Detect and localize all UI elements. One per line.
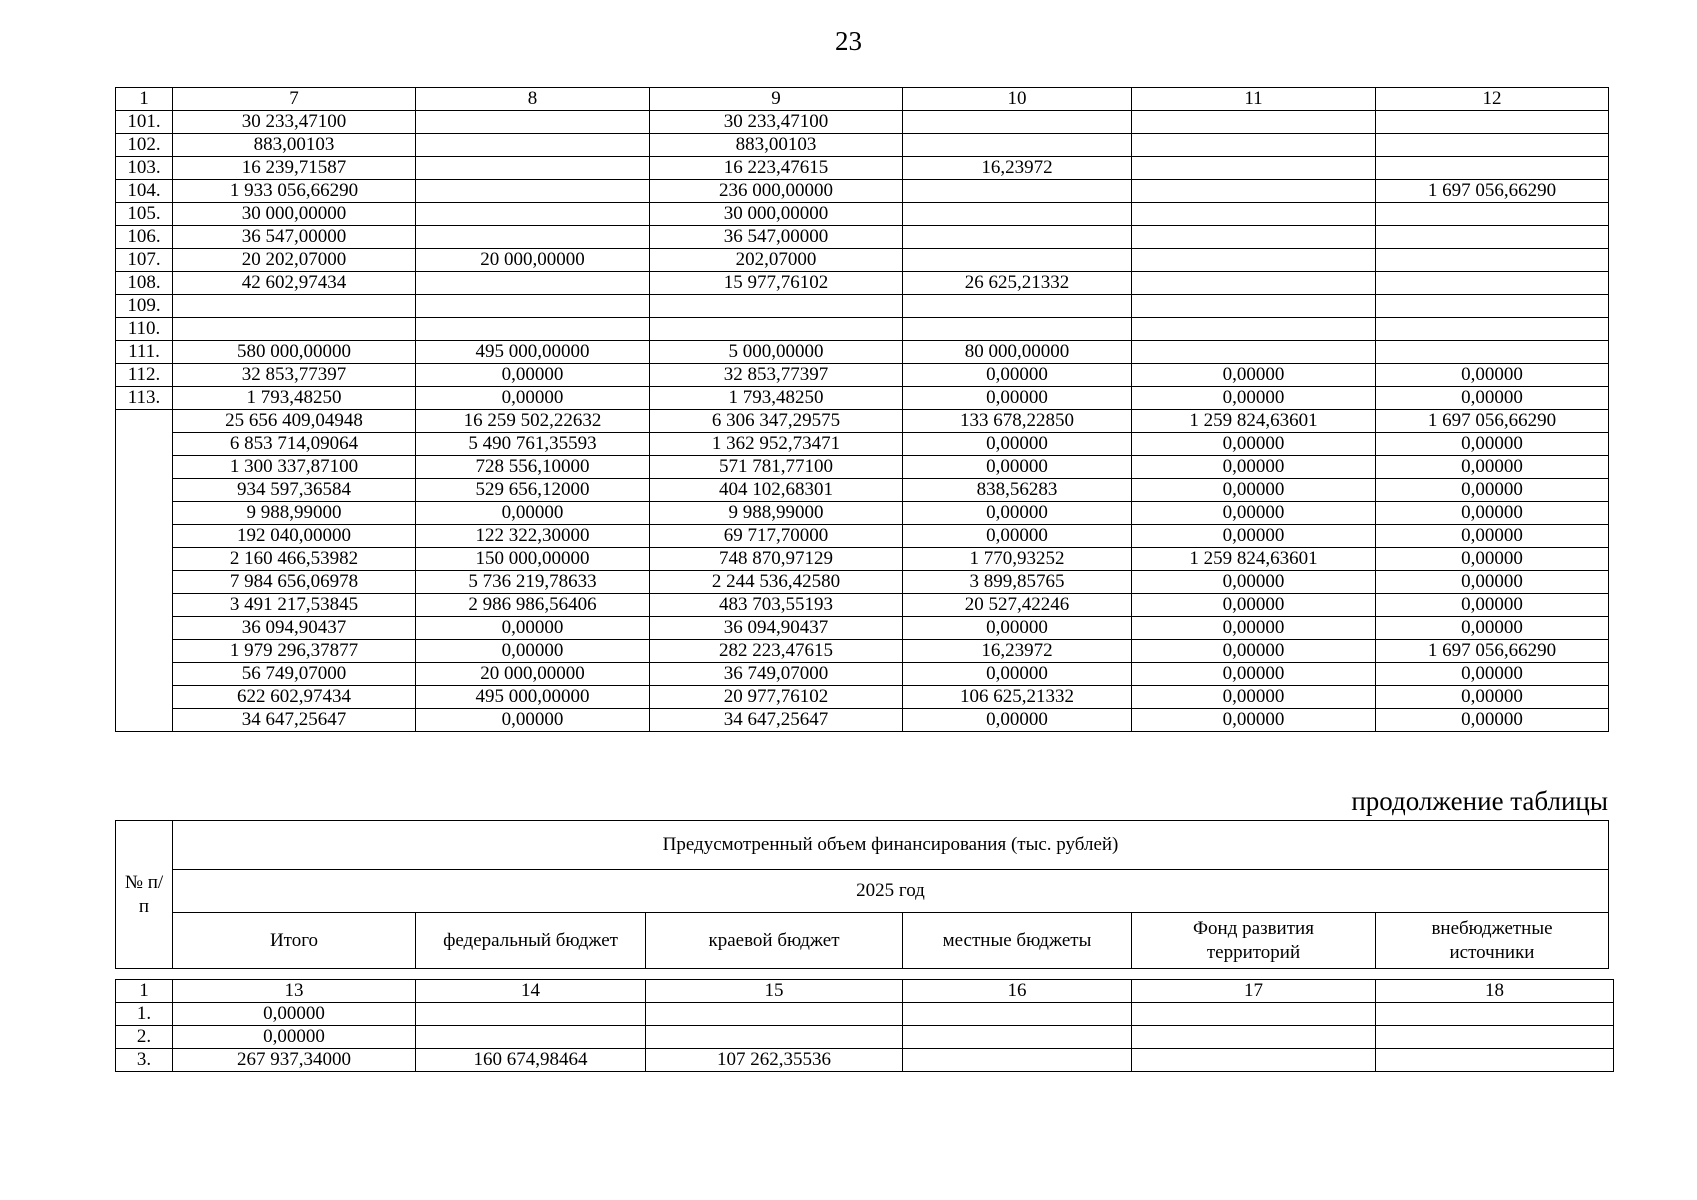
value-cell: 883,00103 xyxy=(173,134,416,157)
total-value-cell: 122 322,30000 xyxy=(416,525,650,548)
value-cell: 36 547,00000 xyxy=(650,226,903,249)
value-cell xyxy=(650,318,903,341)
value-cell xyxy=(1376,226,1609,249)
value-cell xyxy=(1132,1003,1376,1026)
budget-table-main xyxy=(115,87,1609,732)
total-value-cell: 0,00000 xyxy=(903,525,1132,548)
value-cell xyxy=(416,157,650,180)
total-value-cell: 934 597,36584 xyxy=(173,479,416,502)
total-value-cell: 0,00000 xyxy=(1376,617,1609,640)
totals-row xyxy=(116,640,1609,663)
total-value-cell: 56 749,07000 xyxy=(173,663,416,686)
row-number-cell: 109. xyxy=(116,295,173,318)
value-cell xyxy=(903,295,1132,318)
total-value-cell: 6 853 714,09064 xyxy=(173,433,416,456)
total-value-cell: 0,00000 xyxy=(1376,571,1609,594)
value-cell xyxy=(903,226,1132,249)
total-value-cell: 483 703,55193 xyxy=(650,594,903,617)
total-value-cell: 7 984 656,06978 xyxy=(173,571,416,594)
value-cell: 495 000,00000 xyxy=(416,341,650,364)
total-value-cell: 0,00000 xyxy=(903,617,1132,640)
value-cell xyxy=(416,203,650,226)
column-number-cell: 13 xyxy=(173,980,416,1003)
column-number-cell: 10 xyxy=(903,88,1132,111)
total-value-cell: 622 602,97434 xyxy=(173,686,416,709)
column-number-cell: 1 xyxy=(116,88,173,111)
value-cell xyxy=(1132,203,1376,226)
table-row xyxy=(116,111,1609,134)
value-cell xyxy=(1132,157,1376,180)
total-value-cell: 0,00000 xyxy=(416,502,650,525)
row-number-cell: 110. xyxy=(116,318,173,341)
row-number-cell: 107. xyxy=(116,249,173,272)
total-value-cell: 0,00000 xyxy=(903,709,1132,732)
value-cell: 1 793,48250 xyxy=(650,387,903,410)
value-cell xyxy=(903,1049,1132,1072)
totals-row xyxy=(116,456,1609,479)
total-value-cell: 838,56283 xyxy=(903,479,1132,502)
value-cell: 883,00103 xyxy=(650,134,903,157)
total-value-cell: 571 781,77100 xyxy=(650,456,903,479)
row-number-cell: 1. xyxy=(116,1003,173,1026)
total-value-cell: 0,00000 xyxy=(1376,594,1609,617)
total-value-cell: 0,00000 xyxy=(1376,456,1609,479)
value-cell xyxy=(1376,157,1609,180)
row-number-cell: 103. xyxy=(116,157,173,180)
value-cell xyxy=(1376,111,1609,134)
total-value-cell: 0,00000 xyxy=(1376,479,1609,502)
total-value-cell: 133 678,22850 xyxy=(903,410,1132,433)
total-value-cell: 728 556,10000 xyxy=(416,456,650,479)
total-value-cell: 3 491 217,53845 xyxy=(173,594,416,617)
value-cell: 42 602,97434 xyxy=(173,272,416,295)
value-cell xyxy=(1376,1026,1614,1049)
total-value-cell: 1 259 824,63601 xyxy=(1132,410,1376,433)
row-number-cell: 3. xyxy=(116,1049,173,1072)
total-value-cell: 0,00000 xyxy=(903,456,1132,479)
value-cell: 580 000,00000 xyxy=(173,341,416,364)
value-cell xyxy=(416,111,650,134)
value-cell: 0,00000 xyxy=(416,364,650,387)
table-row xyxy=(116,1003,1614,1026)
value-cell: 20 202,07000 xyxy=(173,249,416,272)
total-value-cell: 2 160 466,53982 xyxy=(173,548,416,571)
value-cell: 30 233,47100 xyxy=(650,111,903,134)
total-value-cell: 0,00000 xyxy=(1376,502,1609,525)
value-cell xyxy=(1376,1003,1614,1026)
row-number-cell: 111. xyxy=(116,341,173,364)
value-cell xyxy=(1376,295,1609,318)
value-cell: 1 793,48250 xyxy=(173,387,416,410)
table-row xyxy=(116,134,1609,157)
table-row xyxy=(116,157,1609,180)
total-value-cell: 2 244 536,42580 xyxy=(650,571,903,594)
table-row xyxy=(116,341,1609,364)
total-value-cell: 0,00000 xyxy=(1132,709,1376,732)
total-value-cell: 0,00000 xyxy=(1132,479,1376,502)
column-number-cell: 17 xyxy=(1132,980,1376,1003)
total-value-cell: 5 736 219,78633 xyxy=(416,571,650,594)
total-value-cell: 282 223,47615 xyxy=(650,640,903,663)
continuation-label: продолжение таблицы xyxy=(1351,786,1608,816)
row-number-cell: 113. xyxy=(116,387,173,410)
value-cell xyxy=(1376,249,1609,272)
financing-volume-header: Предусмотренный объем финансирования (тыс. рублей) xyxy=(173,821,1609,870)
total-value-cell: 34 647,25647 xyxy=(173,709,416,732)
total-value-cell: 0,00000 xyxy=(1132,571,1376,594)
value-cell xyxy=(1132,180,1376,203)
value-cell xyxy=(416,134,650,157)
value-cell: 236 000,00000 xyxy=(650,180,903,203)
value-cell: 16 239,71587 xyxy=(173,157,416,180)
total-value-cell: 0,00000 xyxy=(1132,594,1376,617)
value-cell xyxy=(416,318,650,341)
total-value-cell: 0,00000 xyxy=(1376,709,1609,732)
value-cell xyxy=(1132,341,1376,364)
row-number-cell: 104. xyxy=(116,180,173,203)
value-cell: 202,07000 xyxy=(650,249,903,272)
totals-row xyxy=(116,410,1609,433)
value-cell: 30 000,00000 xyxy=(650,203,903,226)
value-cell: 0,00000 xyxy=(416,387,650,410)
value-cell xyxy=(646,1026,903,1049)
column-number-cell: 1 xyxy=(116,980,173,1003)
total-value-cell: 0,00000 xyxy=(1376,663,1609,686)
row-number-cell: 102. xyxy=(116,134,173,157)
total-value-cell: 0,00000 xyxy=(416,640,650,663)
value-cell xyxy=(173,318,416,341)
value-cell xyxy=(1132,226,1376,249)
row-number-cell: 106. xyxy=(116,226,173,249)
total-value-cell: 0,00000 xyxy=(1376,433,1609,456)
value-cell: 107 262,35536 xyxy=(646,1049,903,1072)
value-cell xyxy=(416,1003,646,1026)
total-value-cell: 0,00000 xyxy=(1132,433,1376,456)
table-row xyxy=(116,1026,1614,1049)
total-value-cell: 0,00000 xyxy=(1132,502,1376,525)
value-cell xyxy=(903,203,1132,226)
totals-row xyxy=(116,617,1609,640)
value-cell: 267 937,34000 xyxy=(173,1049,416,1072)
column-number-cell: 15 xyxy=(646,980,903,1003)
totals-row xyxy=(116,433,1609,456)
financing-header-table xyxy=(115,820,1609,969)
value-cell xyxy=(903,180,1132,203)
column-number-cell: 12 xyxy=(1376,88,1609,111)
total-value-cell: 9 988,99000 xyxy=(650,502,903,525)
value-cell: 0,00000 xyxy=(1376,387,1609,410)
col-header-federal-budget: федеральный бюджет xyxy=(416,913,646,969)
value-cell: 26 625,21332 xyxy=(903,272,1132,295)
total-value-cell: 0,00000 xyxy=(1132,525,1376,548)
value-cell xyxy=(1376,341,1609,364)
table-row xyxy=(116,203,1609,226)
value-cell: 0,00000 xyxy=(903,387,1132,410)
value-cell: 0,00000 xyxy=(173,1026,416,1049)
value-cell: 80 000,00000 xyxy=(903,341,1132,364)
total-value-cell: 16 259 502,22632 xyxy=(416,410,650,433)
value-cell xyxy=(1376,203,1609,226)
value-cell xyxy=(1132,111,1376,134)
table-row xyxy=(116,295,1609,318)
totals-row xyxy=(116,663,1609,686)
total-value-cell: 20 527,42246 xyxy=(903,594,1132,617)
row-number-cell: 2. xyxy=(116,1026,173,1049)
total-value-cell: 0,00000 xyxy=(1376,686,1609,709)
year-header: 2025 год xyxy=(173,870,1609,913)
col-header-regional-budget: краевой бюджет xyxy=(646,913,903,969)
total-value-cell: 16,23972 xyxy=(903,640,1132,663)
column-number-cell: 8 xyxy=(416,88,650,111)
total-value-cell: 36 094,90437 xyxy=(173,617,416,640)
total-value-cell: 0,00000 xyxy=(903,663,1132,686)
page-number: 23 xyxy=(835,26,862,56)
value-cell: 36 547,00000 xyxy=(173,226,416,249)
total-value-cell: 0,00000 xyxy=(1132,456,1376,479)
total-value-cell: 0,00000 xyxy=(1376,525,1609,548)
total-value-cell: 1 697 056,66290 xyxy=(1376,640,1609,663)
value-cell xyxy=(903,318,1132,341)
budget-table-bottom xyxy=(115,979,1614,1072)
totals-row xyxy=(116,686,1609,709)
total-value-cell: 0,00000 xyxy=(416,617,650,640)
total-value-cell: 36 749,07000 xyxy=(650,663,903,686)
total-value-cell: 20 000,00000 xyxy=(416,663,650,686)
total-value-cell: 20 977,76102 xyxy=(650,686,903,709)
value-cell xyxy=(1376,318,1609,341)
totals-row xyxy=(116,479,1609,502)
value-cell xyxy=(1132,1049,1376,1072)
total-value-cell: 529 656,12000 xyxy=(416,479,650,502)
value-cell xyxy=(1132,272,1376,295)
value-cell: 0,00000 xyxy=(1132,364,1376,387)
row-number-cell: 101. xyxy=(116,111,173,134)
value-cell xyxy=(1376,134,1609,157)
value-cell: 1 933 056,66290 xyxy=(173,180,416,203)
total-value-cell: 0,00000 xyxy=(1132,617,1376,640)
value-cell: 16,23972 xyxy=(903,157,1132,180)
total-value-cell: 5 490 761,35593 xyxy=(416,433,650,456)
value-cell xyxy=(903,1026,1132,1049)
table-row xyxy=(116,226,1609,249)
totals-row xyxy=(116,525,1609,548)
value-cell: 30 233,47100 xyxy=(173,111,416,134)
totals-row xyxy=(116,502,1609,525)
total-value-cell: 1 362 952,73471 xyxy=(650,433,903,456)
total-value-cell: 36 094,90437 xyxy=(650,617,903,640)
value-cell xyxy=(416,1026,646,1049)
total-value-cell: 34 647,25647 xyxy=(650,709,903,732)
total-value-cell: 0,00000 xyxy=(1132,640,1376,663)
value-cell: 160 674,98464 xyxy=(416,1049,646,1072)
num-column-header: № п/п xyxy=(116,821,173,969)
total-value-cell: 1 300 337,87100 xyxy=(173,456,416,479)
total-value-cell: 25 656 409,04948 xyxy=(173,410,416,433)
value-cell: 0,00000 xyxy=(903,364,1132,387)
table-row xyxy=(116,1049,1614,1072)
total-value-cell: 0,00000 xyxy=(903,433,1132,456)
value-cell: 0,00000 xyxy=(1132,387,1376,410)
total-value-cell: 9 988,99000 xyxy=(173,502,416,525)
totals-row xyxy=(116,571,1609,594)
value-cell xyxy=(903,249,1132,272)
column-number-cell: 11 xyxy=(1132,88,1376,111)
total-value-cell: 3 899,85765 xyxy=(903,571,1132,594)
col-header-local-budgets: местные бюджеты xyxy=(903,913,1132,969)
total-value-cell: 0,00000 xyxy=(903,502,1132,525)
total-value-cell: 495 000,00000 xyxy=(416,686,650,709)
col-header-territory-fund: Фонд развития территорий xyxy=(1132,913,1376,969)
value-cell: 5 000,00000 xyxy=(650,341,903,364)
value-cell xyxy=(1132,295,1376,318)
row-number-cell: 112. xyxy=(116,364,173,387)
table-row xyxy=(116,180,1609,203)
total-value-cell: 748 870,97129 xyxy=(650,548,903,571)
table-row xyxy=(116,318,1609,341)
total-value-cell: 1 979 296,37877 xyxy=(173,640,416,663)
value-cell xyxy=(416,295,650,318)
total-value-cell: 404 102,68301 xyxy=(650,479,903,502)
value-cell xyxy=(650,295,903,318)
col-header-total: Итого xyxy=(173,913,416,969)
value-cell xyxy=(416,180,650,203)
total-value-cell: 0,00000 xyxy=(1132,686,1376,709)
value-cell xyxy=(173,295,416,318)
total-value-cell: 0,00000 xyxy=(416,709,650,732)
value-cell: 30 000,00000 xyxy=(173,203,416,226)
value-cell xyxy=(903,134,1132,157)
total-value-cell: 150 000,00000 xyxy=(416,548,650,571)
total-value-cell: 1 697 056,66290 xyxy=(1376,410,1609,433)
column-number-row xyxy=(116,88,1609,111)
total-value-cell: 1 259 824,63601 xyxy=(1132,548,1376,571)
total-value-cell: 2 986 986,56406 xyxy=(416,594,650,617)
column-number-row xyxy=(116,980,1614,1003)
column-number-cell: 7 xyxy=(173,88,416,111)
value-cell: 1 697 056,66290 xyxy=(1376,180,1609,203)
row-number-cell: 105. xyxy=(116,203,173,226)
total-value-cell: 69 717,70000 xyxy=(650,525,903,548)
column-number-cell: 14 xyxy=(416,980,646,1003)
total-value-cell: 0,00000 xyxy=(1376,548,1609,571)
totals-row xyxy=(116,548,1609,571)
value-cell xyxy=(903,111,1132,134)
total-value-cell: 6 306 347,29575 xyxy=(650,410,903,433)
value-cell xyxy=(1132,134,1376,157)
value-cell xyxy=(1376,1049,1614,1072)
value-cell xyxy=(416,226,650,249)
value-cell: 0,00000 xyxy=(173,1003,416,1026)
total-value-cell: 192 040,00000 xyxy=(173,525,416,548)
value-cell: 0,00000 xyxy=(1376,364,1609,387)
totals-row xyxy=(116,709,1609,732)
column-number-cell: 16 xyxy=(903,980,1132,1003)
table-row xyxy=(116,364,1609,387)
value-cell xyxy=(1132,249,1376,272)
totals-number-cell xyxy=(116,410,173,732)
value-cell: 32 853,77397 xyxy=(650,364,903,387)
value-cell xyxy=(1376,272,1609,295)
value-cell xyxy=(1132,1026,1376,1049)
value-cell: 32 853,77397 xyxy=(173,364,416,387)
total-value-cell: 0,00000 xyxy=(1132,663,1376,686)
row-number-cell: 108. xyxy=(116,272,173,295)
value-cell: 15 977,76102 xyxy=(650,272,903,295)
value-cell xyxy=(646,1003,903,1026)
value-cell xyxy=(1132,318,1376,341)
value-cell: 16 223,47615 xyxy=(650,157,903,180)
total-value-cell: 1 770,93252 xyxy=(903,548,1132,571)
value-cell: 20 000,00000 xyxy=(416,249,650,272)
total-value-cell: 106 625,21332 xyxy=(903,686,1132,709)
value-cell xyxy=(903,1003,1132,1026)
table-row xyxy=(116,249,1609,272)
col-header-extrabudgetary: внебюджетные источники xyxy=(1376,913,1609,969)
totals-row xyxy=(116,594,1609,617)
column-number-cell: 18 xyxy=(1376,980,1614,1003)
table-row xyxy=(116,272,1609,295)
value-cell xyxy=(416,272,650,295)
column-number-cell: 9 xyxy=(650,88,903,111)
table-row xyxy=(116,387,1609,410)
